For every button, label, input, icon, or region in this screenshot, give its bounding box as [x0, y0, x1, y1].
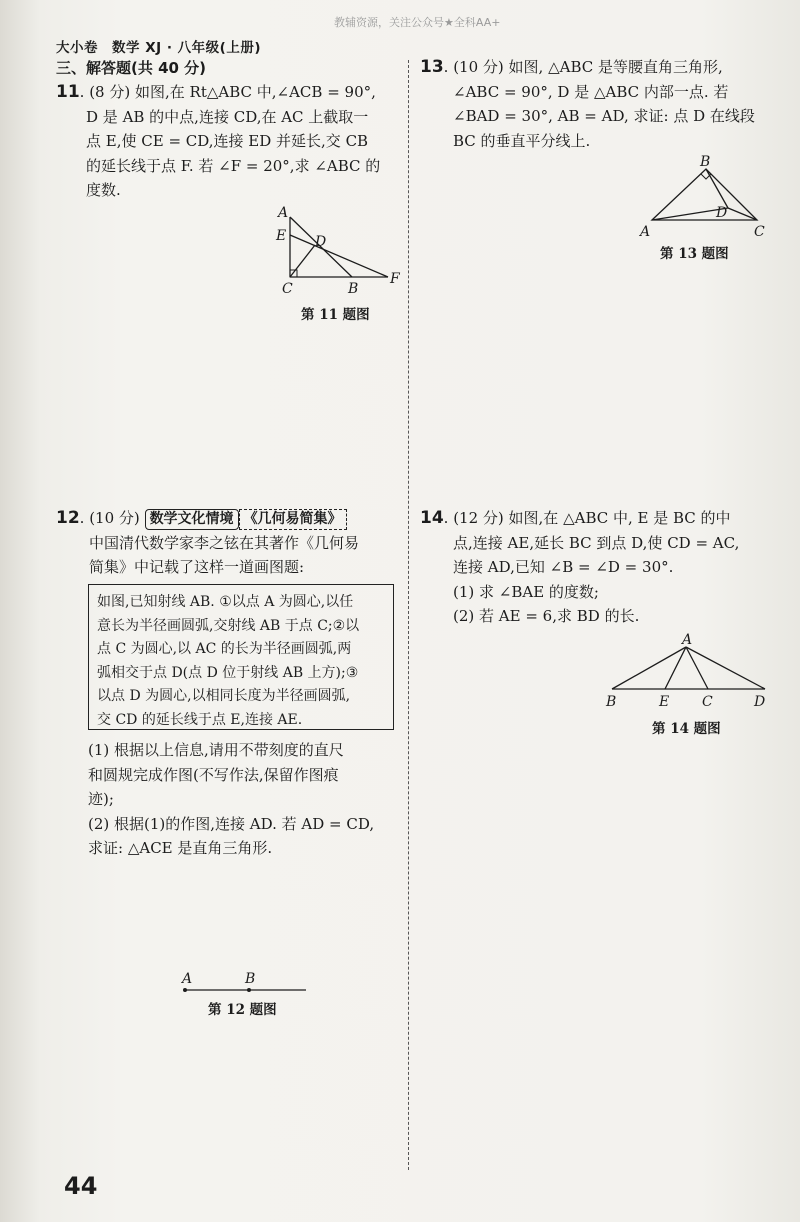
question-text: D 是 AB 的中点,连接 CD,在 AC 上截取一 — [86, 107, 369, 126]
question-text: ∠ABC = 90°, D 是 △ABC 内部一点. 若 — [453, 82, 729, 101]
label-B: B — [700, 154, 711, 170]
question-text: (2) 根据(1)的作图,连接 AD. 若 AD = CD, — [88, 814, 375, 833]
page-number: 44 — [64, 1172, 98, 1200]
label-C: C — [754, 224, 765, 240]
question-text: 和圆规完成作图(不写作法,保留作图痕 — [88, 765, 339, 784]
watermark-header: 教辅资源，关注公众号★全科AA+ — [334, 16, 501, 29]
question-14 — [420, 506, 780, 629]
question-text: 点 E,使 CE = CD,连接 ED 并延长,交 CB — [86, 132, 369, 150]
book-header: 大小卷 数学 XJ · 八年级(上册) — [56, 40, 261, 56]
segment-EF — [290, 235, 388, 277]
question-text: . (12 分) 如图,在 △ABC 中, E 是 BC 的中 — [443, 509, 731, 527]
label-D: D — [716, 205, 728, 221]
question-text: . (10 分) 如图, △ABC 是等腰直角三角形, — [443, 58, 723, 76]
question-text: (1) 根据以上信息,请用不带刻度的直尺 — [88, 741, 344, 759]
segment-CD — [728, 208, 757, 220]
question-13 — [420, 55, 780, 153]
tag-source-book: 《几何易简集》 — [239, 509, 347, 530]
question-text: 连接 AD,已知 ∠B = ∠D = 30°. — [453, 558, 674, 576]
question-text: 中国清代数学家李之铉在其著作《几何易 — [89, 533, 360, 552]
box-text: 如图,已知射线 AB. ①以点 A 为圆心,以任 — [97, 594, 354, 610]
label-D: D — [315, 234, 327, 250]
box-text: 以点 D 为圆心,以相同长度为半径画圆弧, — [97, 688, 351, 704]
figure-caption: 第 12 题图 — [208, 1002, 277, 1018]
label-B: B — [245, 971, 256, 987]
question-12-parts — [88, 738, 400, 861]
question-text: ∠BAD = 30°, AB = AD, 求证: 点 D 在线段 — [453, 107, 755, 125]
question-number: 11 — [56, 82, 80, 102]
label-A: A — [682, 633, 693, 648]
label-B: B — [348, 281, 359, 297]
box-text: 交 CD 的延长线于点 E,连接 AE. — [97, 711, 303, 728]
label-A: A — [278, 205, 289, 221]
question-text: (1) 求 ∠BAE 的度数; — [453, 582, 599, 601]
figure-caption: 第 11 题图 — [301, 307, 370, 323]
box-text: 意长为半径画圆弧,交射线 AB 于点 C;②以 — [97, 617, 360, 634]
question-text: 度数. — [86, 181, 121, 199]
label-B: B — [606, 694, 617, 710]
question-number: 14 — [420, 508, 444, 528]
segment-AD — [686, 647, 765, 689]
question-text: 求证: △ACE 是直角三角形. — [88, 839, 273, 857]
label-C: C — [282, 281, 293, 297]
question-text: 的延长线于点 F. 若 ∠F = 20°,求 ∠ABC 的 — [86, 156, 381, 175]
question-text: (2) 若 AE = 6,求 BD 的长. — [453, 607, 640, 625]
point-B — [247, 988, 251, 992]
question-number: 12 — [56, 508, 80, 528]
problem-box — [88, 584, 394, 730]
score: . (10 分) — [79, 509, 140, 527]
box-text: 点 C 为圆心,以 AC 的长为半径画圆弧,两 — [97, 641, 352, 657]
figure-13 — [632, 152, 772, 240]
point-A — [183, 988, 187, 992]
box-text: 弧相交于点 D(点 D 位于射线 AB 上方);③ — [97, 664, 359, 681]
figure-11 — [270, 205, 410, 300]
question-text: . (8 分) 如图,在 Rt△ABC 中,∠ACB = 90°, — [79, 83, 376, 101]
question-text: 点,连接 AE,延长 BC 到点 D,使 CD = AC, — [453, 533, 740, 552]
question-text: 迹); — [88, 790, 114, 808]
label-F: F — [390, 271, 400, 287]
question-12 — [56, 506, 401, 580]
label-A: A — [182, 971, 193, 987]
segment-CD — [290, 245, 315, 277]
question-text: 简集》中记载了这样一道画图题: — [89, 558, 305, 576]
tag-math-culture: 数学文化情境 — [145, 509, 239, 530]
figure-caption: 第 14 题图 — [652, 721, 721, 737]
label-D: D — [754, 694, 766, 710]
label-E: E — [659, 694, 670, 710]
figure-12 — [178, 966, 313, 998]
label-E: E — [276, 228, 287, 244]
question-text: BC 的垂直平分线上. — [453, 131, 591, 150]
figure-14 — [600, 633, 775, 713]
question-11 — [56, 80, 396, 203]
question-number: 13 — [420, 57, 444, 77]
label-C: C — [702, 694, 713, 710]
section-title: 三、解答题(共 40 分) — [56, 59, 207, 77]
figure-caption: 第 13 题图 — [660, 246, 729, 262]
label-A: A — [640, 224, 651, 240]
